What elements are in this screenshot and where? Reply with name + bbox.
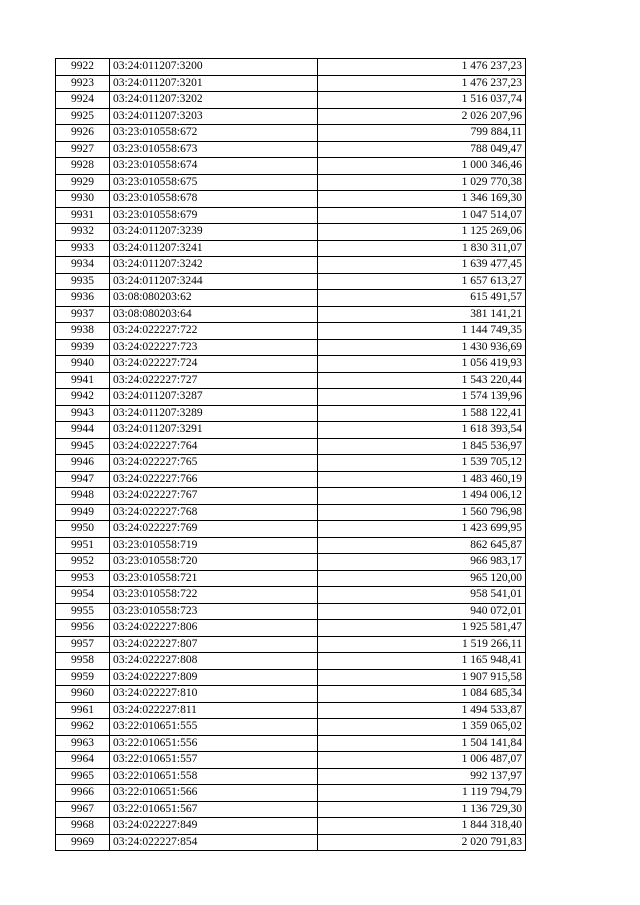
cadastral-number: 03:24:011207:3201: [110, 75, 318, 92]
table-row: [56, 356, 526, 373]
value-cell: 992 137,97: [318, 768, 526, 785]
cadastral-number: 03:24:022227:768: [110, 504, 318, 521]
value-cell: 799 884,11: [318, 125, 526, 142]
table-row: [56, 257, 526, 274]
cadastral-number: 03:22:010651:566: [110, 785, 318, 802]
row-number: 9942: [56, 389, 110, 406]
row-number: 9964: [56, 752, 110, 769]
table-row: [56, 603, 526, 620]
table-row: [56, 59, 526, 76]
row-number: 9932: [56, 224, 110, 241]
cadastral-number: 03:08:080203:64: [110, 306, 318, 323]
value-cell: 1 346 169,30: [318, 191, 526, 208]
value-cell: 1 056 419,93: [318, 356, 526, 373]
row-number: 9966: [56, 785, 110, 802]
cadastral-number: 03:24:022227:723: [110, 339, 318, 356]
row-number: 9939: [56, 339, 110, 356]
value-cell: 1 657 613,27: [318, 273, 526, 290]
table-row: [56, 537, 526, 554]
row-number: 9963: [56, 735, 110, 752]
cadastral-number: 03:24:022227:722: [110, 323, 318, 340]
row-number: 9922: [56, 59, 110, 76]
value-cell: 1 618 393,54: [318, 422, 526, 439]
table-row: [56, 372, 526, 389]
cadastral-number: 03:24:022227:765: [110, 455, 318, 472]
table-row: [56, 438, 526, 455]
table-row: [56, 554, 526, 571]
cadastral-number: 03:23:010558:675: [110, 174, 318, 191]
value-cell: 1 000 346,46: [318, 158, 526, 175]
row-number: 9937: [56, 306, 110, 323]
value-cell: 1 574 139,96: [318, 389, 526, 406]
table-body: [56, 59, 526, 851]
row-number: 9961: [56, 702, 110, 719]
row-number: 9935: [56, 273, 110, 290]
value-cell: 1 119 794,79: [318, 785, 526, 802]
value-cell: 1 519 266,11: [318, 636, 526, 653]
table-row: [56, 108, 526, 125]
value-cell: 1 925 581,47: [318, 620, 526, 637]
table-row: [56, 339, 526, 356]
table-row: [56, 669, 526, 686]
value-cell: 1 845 536,97: [318, 438, 526, 455]
row-number: 9953: [56, 570, 110, 587]
cadastral-number: 03:08:080203:62: [110, 290, 318, 307]
table-row: [56, 785, 526, 802]
table-row: [56, 174, 526, 191]
row-number: 9943: [56, 405, 110, 422]
row-number: 9933: [56, 240, 110, 257]
table-row: [56, 405, 526, 422]
table-row: [56, 191, 526, 208]
value-cell: 1 476 237,23: [318, 75, 526, 92]
cadastral-number: 03:23:010558:719: [110, 537, 318, 554]
cadastral-number: 03:23:010558:678: [110, 191, 318, 208]
value-cell: 1 494 006,12: [318, 488, 526, 505]
cadastral-number: 03:24:022227:854: [110, 834, 318, 851]
cadastral-number: 03:23:010558:720: [110, 554, 318, 571]
value-cell: 1 423 699,95: [318, 521, 526, 538]
cadastral-number: 03:24:011207:3242: [110, 257, 318, 274]
cadastral-number: 03:22:010651:555: [110, 719, 318, 736]
value-cell: 1 430 936,69: [318, 339, 526, 356]
table-row: [56, 801, 526, 818]
row-number: 9952: [56, 554, 110, 571]
table-row: [56, 455, 526, 472]
cadastral-number: 03:23:010558:672: [110, 125, 318, 142]
row-number: 9926: [56, 125, 110, 142]
cadastral-number: 03:22:010651:556: [110, 735, 318, 752]
table-row: [56, 389, 526, 406]
row-number: 9936: [56, 290, 110, 307]
row-number: 9925: [56, 108, 110, 125]
cadastral-number: 03:24:011207:3244: [110, 273, 318, 290]
table-row: [56, 488, 526, 505]
row-number: 9968: [56, 818, 110, 835]
table-row: [56, 686, 526, 703]
row-number: 9951: [56, 537, 110, 554]
value-cell: 788 049,47: [318, 141, 526, 158]
table-row: [56, 653, 526, 670]
value-cell: 1 084 685,34: [318, 686, 526, 703]
cadastral-number: 03:23:010558:679: [110, 207, 318, 224]
cadastral-number: 03:24:022227:764: [110, 438, 318, 455]
row-number: 9957: [56, 636, 110, 653]
row-number: 9956: [56, 620, 110, 637]
cadastral-number: 03:23:010558:674: [110, 158, 318, 175]
value-cell: 1 006 487,07: [318, 752, 526, 769]
table-row: [56, 471, 526, 488]
table-row: [56, 306, 526, 323]
table-row: [56, 75, 526, 92]
cadastral-number: 03:24:011207:3203: [110, 108, 318, 125]
value-cell: 1 639 477,45: [318, 257, 526, 274]
table-row: [56, 570, 526, 587]
row-number: 9950: [56, 521, 110, 538]
value-cell: 381 141,21: [318, 306, 526, 323]
cadastral-number: 03:24:011207:3241: [110, 240, 318, 257]
row-number: 9962: [56, 719, 110, 736]
row-number: 9955: [56, 603, 110, 620]
row-number: 9934: [56, 257, 110, 274]
row-number: 9931: [56, 207, 110, 224]
row-number: 9969: [56, 834, 110, 851]
cadastral-number: 03:24:022227:769: [110, 521, 318, 538]
cadastral-number: 03:24:022227:724: [110, 356, 318, 373]
cadastral-number: 03:24:011207:3202: [110, 92, 318, 109]
row-number: 9930: [56, 191, 110, 208]
table-row: [56, 636, 526, 653]
value-cell: 1 844 318,40: [318, 818, 526, 835]
value-cell: 1 494 533,87: [318, 702, 526, 719]
table-row: [56, 702, 526, 719]
table-row: [56, 207, 526, 224]
table-row: [56, 521, 526, 538]
cadastral-number: 03:24:022227:809: [110, 669, 318, 686]
cadastral-number: 03:23:010558:721: [110, 570, 318, 587]
value-cell: 862 645,87: [318, 537, 526, 554]
value-cell: 966 983,17: [318, 554, 526, 571]
cadastral-number: 03:23:010558:673: [110, 141, 318, 158]
table-row: [56, 752, 526, 769]
table-row: [56, 422, 526, 439]
row-number: 9928: [56, 158, 110, 175]
cadastral-number: 03:22:010651:558: [110, 768, 318, 785]
value-cell: 965 120,00: [318, 570, 526, 587]
table-row: [56, 834, 526, 851]
table-row: [56, 323, 526, 340]
value-cell: 1 504 141,84: [318, 735, 526, 752]
value-cell: 1 830 311,07: [318, 240, 526, 257]
row-number: 9959: [56, 669, 110, 686]
value-cell: 958 541,01: [318, 587, 526, 604]
value-cell: 1 125 269,06: [318, 224, 526, 241]
value-cell: 1 543 220,44: [318, 372, 526, 389]
cadastral-number: 03:24:022227:811: [110, 702, 318, 719]
table-row: [56, 290, 526, 307]
value-cell: 1 165 948,41: [318, 653, 526, 670]
row-number: 9965: [56, 768, 110, 785]
value-cell: 1 588 122,41: [318, 405, 526, 422]
table-row: [56, 504, 526, 521]
table-row: [56, 719, 526, 736]
value-cell: 1 047 514,07: [318, 207, 526, 224]
value-cell: 1 560 796,98: [318, 504, 526, 521]
table-row: [56, 224, 526, 241]
value-cell: 1 516 037,74: [318, 92, 526, 109]
row-number: 9967: [56, 801, 110, 818]
cadastral-number: 03:24:022227:849: [110, 818, 318, 835]
row-number: 9947: [56, 471, 110, 488]
table-row: [56, 125, 526, 142]
cadastral-number: 03:24:011207:3287: [110, 389, 318, 406]
row-number: 9923: [56, 75, 110, 92]
value-cell: 1 539 705,12: [318, 455, 526, 472]
row-number: 9945: [56, 438, 110, 455]
value-cell: 1 359 065,02: [318, 719, 526, 736]
cadastral-number: 03:24:011207:3200: [110, 59, 318, 76]
data-table: [55, 58, 526, 851]
table-row: [56, 141, 526, 158]
table-row: [56, 240, 526, 257]
value-cell: 2 020 791,83: [318, 834, 526, 851]
table-row: [56, 92, 526, 109]
cadastral-number: 03:24:011207:3291: [110, 422, 318, 439]
row-number: 9927: [56, 141, 110, 158]
table-row: [56, 587, 526, 604]
cadastral-number: 03:24:022227:810: [110, 686, 318, 703]
cadastral-number: 03:24:011207:3289: [110, 405, 318, 422]
value-cell: 615 491,57: [318, 290, 526, 307]
cadastral-number: 03:23:010558:722: [110, 587, 318, 604]
cadastral-number: 03:24:022227:806: [110, 620, 318, 637]
row-number: 9944: [56, 422, 110, 439]
value-cell: 1 907 915,58: [318, 669, 526, 686]
row-number: 9948: [56, 488, 110, 505]
cadastral-number: 03:24:022227:807: [110, 636, 318, 653]
row-number: 9954: [56, 587, 110, 604]
cadastral-number: 03:22:010651:557: [110, 752, 318, 769]
cadastral-number: 03:24:022227:808: [110, 653, 318, 670]
table-row: [56, 735, 526, 752]
row-number: 9960: [56, 686, 110, 703]
value-cell: 940 072,01: [318, 603, 526, 620]
row-number: 9938: [56, 323, 110, 340]
table-row: [56, 620, 526, 637]
cadastral-number: 03:24:022227:766: [110, 471, 318, 488]
cadastral-number: 03:24:011207:3239: [110, 224, 318, 241]
row-number: 9924: [56, 92, 110, 109]
cadastral-number: 03:24:022227:767: [110, 488, 318, 505]
row-number: 9958: [56, 653, 110, 670]
table-row: [56, 158, 526, 175]
cadastral-number: 03:24:022227:727: [110, 372, 318, 389]
value-cell: 1 029 770,38: [318, 174, 526, 191]
value-cell: 1 144 749,35: [318, 323, 526, 340]
cadastral-number: 03:23:010558:723: [110, 603, 318, 620]
table-row: [56, 273, 526, 290]
row-number: 9949: [56, 504, 110, 521]
row-number: 9941: [56, 372, 110, 389]
value-cell: 1 136 729,30: [318, 801, 526, 818]
row-number: 9929: [56, 174, 110, 191]
row-number: 9940: [56, 356, 110, 373]
row-number: 9946: [56, 455, 110, 472]
table-row: [56, 818, 526, 835]
value-cell: 1 483 460,19: [318, 471, 526, 488]
value-cell: 1 476 237,23: [318, 59, 526, 76]
cadastral-number: 03:22:010651:567: [110, 801, 318, 818]
table-row: [56, 768, 526, 785]
value-cell: 2 026 207,96: [318, 108, 526, 125]
